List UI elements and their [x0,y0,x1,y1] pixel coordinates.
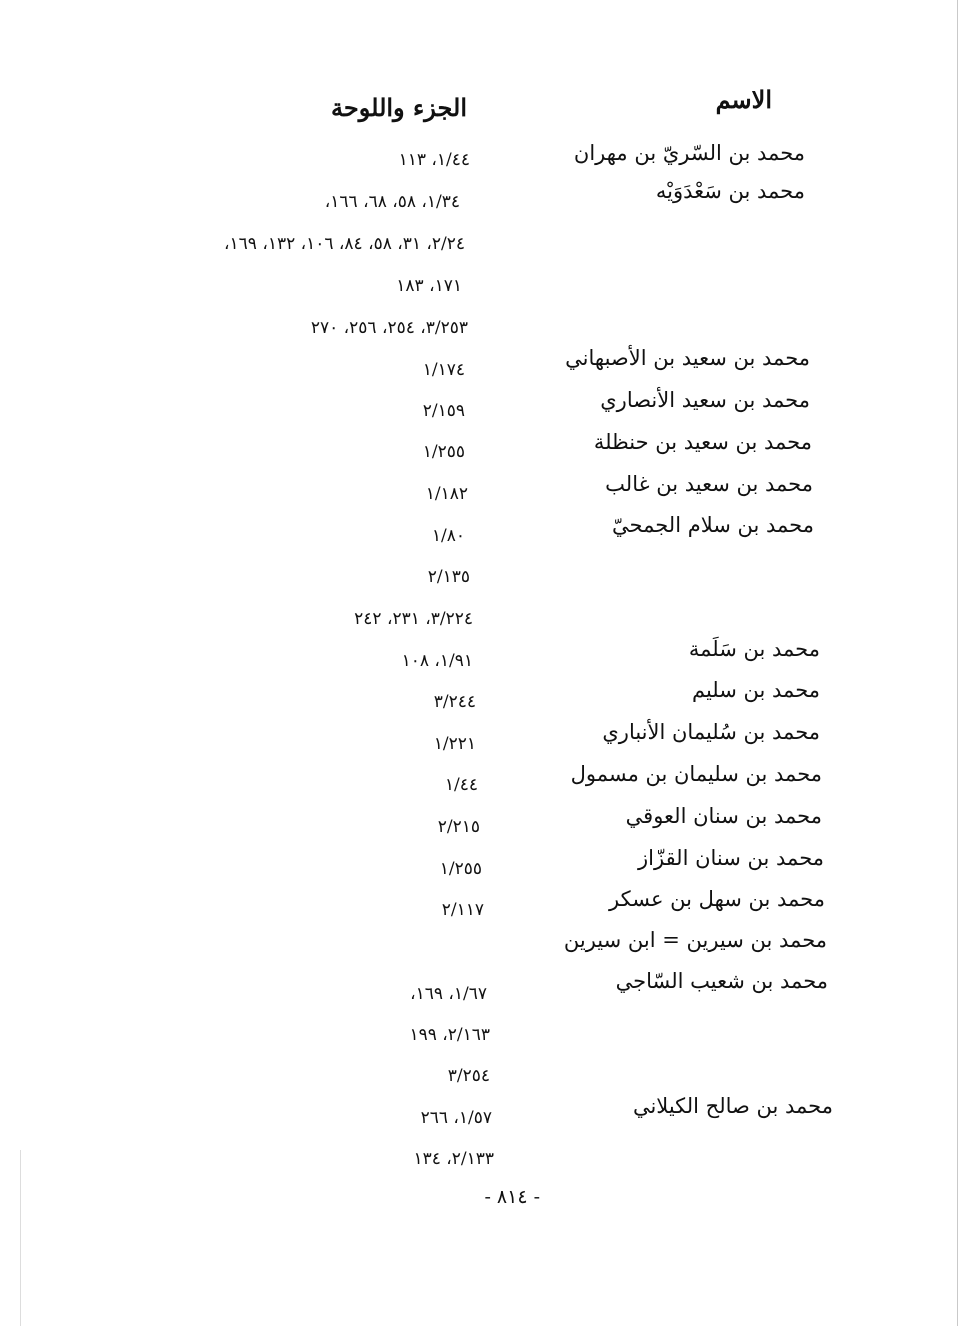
index-name: محمد بن سنان العوقي [625,804,822,828]
volume-plate-ref: ١/٢٥٥ [439,859,482,879]
index-name: محمد بن سهل بن عسكر [609,887,825,911]
volume-plate-ref: ٢/٢٤، ٣١، ٥٨، ٨٤، ١٠٦، ١٣٢، ١٦٩، [224,234,465,254]
volume-plate-ref: ٣/٢٤٤ [433,692,476,712]
volume-plate-ref: ٢/٢١٥ [437,817,480,837]
volume-plate-ref: ٢/١٣٣، ١٣٤ [413,1149,494,1169]
volume-plate-ref: ١/١٨٢ [425,484,468,504]
volume-plate-ref: ٣/٢٢٤، ٢٣١، ٢٤٢ [354,609,473,629]
index-name: محمد بن شعيب السّاجي [615,969,828,993]
index-name: محمد بن سيرين = ابن سيرين [563,928,827,952]
index-name: محمد بن صالح الكيلاني [632,1094,833,1118]
index-name: محمد بن سَلَمة [688,637,820,661]
volume-plate-ref: ٢/١١٧ [441,900,484,920]
column-header-name: الاسم [715,85,772,114]
volume-plate-ref: ١/٣٤، ٥٨، ٦٨، ١٦٦، [324,192,460,212]
volume-plate-ref: ٢/١٦٣، ١٩٩ [409,1025,490,1045]
index-name: محمد بن سليم [691,678,820,702]
scan-edge-line [957,0,958,1326]
volume-plate-ref: ٣/٢٥٤ [447,1066,490,1086]
scan-edge-line [20,1150,21,1326]
volume-plate-ref: ١/٢٥٥ [422,442,465,462]
index-name: محمد بن سعيد بن غالب [605,472,813,496]
volume-plate-ref: ١/١٧٤ [422,360,465,380]
index-name: محمد بن سَعْدَوَيْه [655,179,805,203]
index-name: محمد بن سُليمان الأنباري [602,720,820,744]
index-name: محمد بن السّريّ بن مهران [573,141,805,165]
volume-plate-ref: ٢/١٥٩ [422,401,465,421]
volume-plate-ref: ١/٥٧، ٢٦٦ [420,1108,492,1128]
volume-plate-ref: ١٧١، ١٨٣ [396,276,462,296]
volume-plate-ref: ٣/٢٥٣، ٢٥٤، ٢٥٦، ٢٧٠ [310,318,468,338]
volume-plate-ref: ١/٤٤ [444,775,478,795]
volume-plate-ref: ١/٢٢١ [433,734,476,754]
volume-plate-ref: ١/٩١، ١٠٨ [401,651,473,671]
index-name: محمد بن سعيد بن حنظلة [593,430,812,454]
index-name: محمد بن سعيد بن الأصبهاني [565,346,810,370]
page-number: - ٨١٤ - [484,1186,540,1208]
volume-plate-ref: ١/٤٤، ١١٣ [398,150,470,170]
index-name: محمد بن سعيد الأنصاري [600,388,810,412]
column-header-volume-plate: الجزء واللوحة [331,93,467,122]
index-name: محمد بن سليمان بن مسمول [570,762,822,786]
volume-plate-ref: ١/٨٠ [431,526,465,546]
volume-plate-ref: ١/٦٧، ١٦٩، [410,984,487,1004]
volume-plate-ref: ٢/١٣٥ [427,567,470,587]
index-name: محمد بن سنان القزّاز [638,846,824,870]
index-name: محمد بن سلام الجمحيّ [612,513,814,537]
